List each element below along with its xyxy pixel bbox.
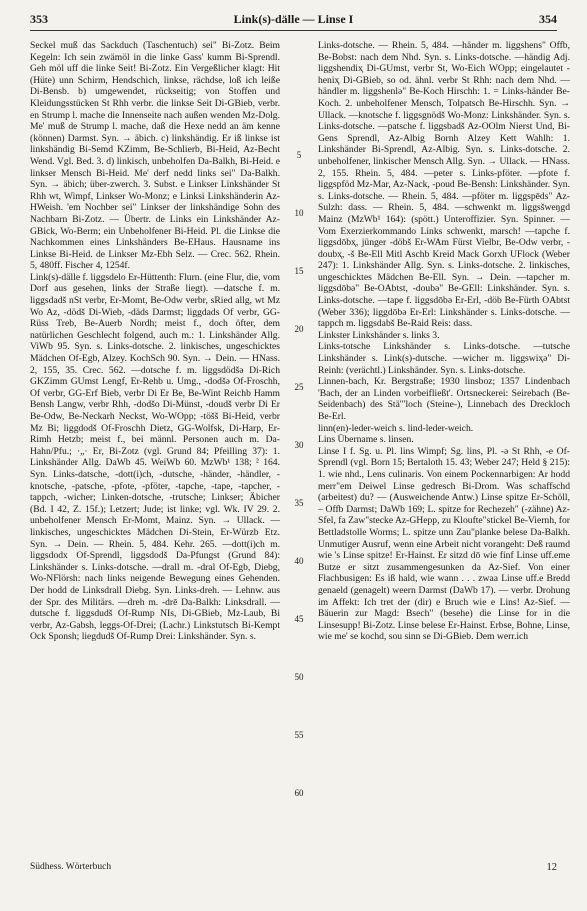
line-number: 60 (294, 788, 304, 798)
publisher-line: Südhess. Wörterbuch (30, 862, 112, 872)
entry-linnen-bach: Linnen-bach, Kr. Bergstraße; 1930 linsboz; 1357 Lindenbach 'Bach, der an Linden vorbeifließt'. Ortsneckerei: Seirebach (Be-Seidenbach) des Stä'"loch (Steine-), Linnebach des Dreckloch Be-Erl. (318, 376, 570, 422)
entry-links-dotsche-continuation: Links-dotsche. — Rhein. 5, 484. —händer m. liggshens" Offb, Be-Bobst: nach dem Nhd. Syn. s. Links-dotsche. —händig Adj. liggshendiҳ Di-GUmst, verbr St, Wo-Eich WOpp; eingelautet -heniҳ Di-GBieb, so od. ähnl. verbr St Rhh: nach dem Nhd. —händler m. liggshenlə" Be-Koch Hirschh: 1. = Links-händer Be-Koch. 2. unbeholfener Mensch, Tolpatsch Be-Hirschh. Syn. → Ullack. —knotsche f. liggsgnödš Wo-Monz: Linkshänder. Syn. s. Links-dotsche. —patsche f. liggsbadš Az-OOlm Nierst Und, Bi-Gens Sprendl, Az-Albig Bornh Alzey Kett Wahlh: 1. Linkshänder Bi-Sprendl, Az-Albig. Syn. s. Links-dotsche. 2. unbeholfener, linkischer Mensch Allg. Syn. → Ullack. — HNass. 2, 155. Rhein. 5, 484. —peter s. Links-pföter. —pfote f. liggspföd Mz-Mar, Az-Nack, -poud Be-Bensh: Linkshänder. Syn. s. Links-dotsche. — Rhein. 5, 484. —pföter m. liggspēds" Az-Sulzh: dass. — Rhein. 5, 484. —schwenkt m. liggsšweŋgd Mainz (MzWb¹ 164): (spött.) Unteroffizier. Syn. Spinner. — Vom Exerzierkommando Links schwenkt, marsch! —tapche f. liggsdōbҳ, jünger -döbš Er-WAm Fürst Vielbr, Be-Odw verbr, -doubҳ, -š Be-Ell Mitl Aschb Kreid Mack Gorxh UFlock (Weber 247): 1. Linkshänder Allg. Syn. s. Links-dotsche. 2. linkisches, ungeschicktes Mädchen Be-Ell. Syn. → Dein. —tapcher m. liggsdōbə" Be-OAbtst, -doubə" Be-GEll: Linkshänder. Syn. s. Links-dotsche. —tape f. liggsdōbə Er-Erl, -döb Be-Fürth OAbtst (Weber 336); liggdōbə Er-Erl: Linkshänder s. Links-dotsche. —tappch m. liggsdabš Be-Raid Reis: dass. (318, 40, 570, 330)
left-column (30, 40, 280, 848)
line-number: 45 (294, 614, 304, 624)
header-rule (30, 30, 557, 31)
line-number: 35 (294, 498, 304, 508)
line-number: 55 (294, 730, 304, 740)
page-number-right: 354 (539, 12, 557, 26)
line-number: 30 (294, 440, 304, 450)
line-number: 10 (294, 208, 304, 218)
entry-linn-en-leder-weich: linn(en)-leder-weich s. lind-leder-weich. (318, 422, 474, 434)
line-number: 20 (294, 324, 304, 334)
page-footer (30, 862, 557, 878)
running-title: Link(s)-dälle — Linse I (233, 12, 354, 26)
line-number: 40 (294, 556, 304, 566)
entry-linkster: Linkster Linkshänder s. links 3. (318, 329, 440, 341)
line-number: 50 (294, 672, 304, 682)
line-number: 5 (296, 150, 302, 160)
page-number-left: 353 (30, 12, 48, 26)
line-number-gutter (286, 40, 312, 848)
right-column (318, 40, 570, 848)
entry-linse-i: Linse I f. Sg. u. Pl. lins Wimpf; Sg. lins, Pl. -ə St Rhh, -e Of-Sprendl (vgl. Born 15; Bertaloth 15. 43; Weber 247; Held § 215): 1. wie nhd., Lens culinaris. Von einem Pockennarbigen: Ar hodd merr"em Deiwel Linse gedresch Bi-Drom. Was schaffschd (arbeitest) du? — (Ausweichende Antw.) Linse spitze Er-Schöll, – Offb Darmst; DaWb 169; L. spitze for Rechezeh" (-zähne) Az-Sfel, fa Zaw"stecke Az-GHepp, zu Kloufte"stickel Be-Viernh, for Bettladstolle Worms; L. spitze unn Zau"planke belese Da-Balkh. Unmutiger Ausruf, wenn eine Arbeit nicht vorangeht: Deß raumd wie 's Linse spitze! Er-Hainst. Er sitzd dō wie finf Linse uff.eme Butze er sitzt zusammengesunken da Az-Sief. Von einer Flachbusigen: Es iß hald, wie wann . . . zwaa Linse uff.e Bredd genaeld (genagelt) weern Darmst (DaWb 17). — verbr. Drohung im Affekt: Ich tret der (dir) e Bruch wie e Lins! Az-Sief. — Bäuerin zur Magd: Bsech" (besehe) die Linse for in die Linsesupp! Bi-Zotz. Linse belese Er-Hainst. Erbse, Bohne, Linse, wie me' se kochd, sou sinn se Di-GBieb. Dem werr.ich (318, 445, 570, 643)
line-number: 15 (294, 266, 304, 276)
entry-links-continuation: Seckel muß das Sackduch (Taschentuch) sei" Bi-Zotz. Beim Kegeln: Ich sein zwämöl in die linke Gass' kumm Bi-Sprendl. Geh möl uff die linke Seit! Bi-Zotz. Ein Vergeßlicher klagt: Hit (Hüte) unn Schirm, Hendschich, linkse, rächdse, loß ich leiße Di-Bensb. b) umgewendet, rückseitig; von Stoffen und Kleidungsstücken St Rhh verbr. die linkse Seit Di-GBieb, verbr. en Strump l. mache die Innenseite nach außen wenden Mz-Dolg. Me' muß de Strump l. mache, daß die Hexe nedd an äm kenne (können) Darmst. Syn. → äbich. c) linkshändig. Er iß linkse ist linkshändig Bi-Semd KZimm, Be-Schlierb, Bi-Heid, Az-Becht Wend. Vgl. Bed. 3. d) linkisch, unbeholfen Da-Balkh, Bi-Heid. e linkser Mensch Bi-Heid. Me' derf nedd links sei" Da-Balkh. Syn. → äbich; über-zwerch. 3. Subst. e Linkser Linkshänder St Rhh wt, Wimpf, Linkser Wo-Monz; e Linksi Linkshänderin Az-HWeish. 'em Nochber sei" Linkser der linkshändige Sohn des Nachbarn Bi-Zotz. — Übertr. de Links ein Linkshänder Az-GBick, Wo-Berm; ein Unbeholfener Bi-Heid. Pl. die Linkse die Nachkommen eines Linkshänders Be-EHaus. Hausname ins Linkse Bi-Heid. de Linkser Mz-Ebh Selz. — Crec. 562. Rhein. 5, 480ff. Fischer 4, 1254f. (30, 40, 280, 272)
entry-lins: Lins Übername s. linsen. (318, 434, 414, 446)
line-number: 25 (294, 382, 304, 392)
entry-links-totsche: Links-totsche Linkshänder s. Links-dotsche. —tutsche Linkshänder s. Link(s)-dutsche. —wicher m. liggswiҳə" Di-Reinh: (verächtl.) Linkshänder. Syn. s. Links-dotsche. (318, 341, 570, 376)
entry-link-s-dalle: Link(s)-dälle f. liggsdelo Er-Hüttenth: Flurn. (eine Flur, die, vom Dorf aus gesehen, links der Straße liegt). —datsche f. m. liggsdadš nSt verbr, Er-Momt, Be-Odw verbr, sRied allg, wt Mz Wo Az, -dödš Di-Wieb, -däds Darmst; liggdads Of verbr, GG-Rüss Treb, Be-Auerb Nordh; meist f., doch öfter, dem natürlichen Geschlecht folgend, auch m.: 1. Linkshänder Allg. ViWb 95. Syn. s. Links-dotsche. 2. linkisches, ungeschicktes Mädchen Of-Egb, Alzey. KochSch 90. Syn. → Dein. — HNass. 2, 155, 35. Crec. 562. —dotsche f. m. liggsdödšə Di-Rich GKZimm GUmst Lengf, Er-Rehb u. Umg., -dodšə Of-Froschh, Of verbr, GG-Erf Bieb, verbr Di Er Be, Be-Wint Reichb Hamm Bensh Langw, verbr Rhh, -dodšo Di-Münst, -doudš verbr Di Er Be-Odw, Be-Neckarh Neckst, Wo-WOpp; -töšš Bi-Heid, verbr Mz Bi; liggdodš Of-Froschh Dietz, GG-Wolfsk, Di-Harp, Er-Rimh Hetzb; meist f., bei männl. Personen auch m. Da-Hahn/Pfu.; ·„· Er, Bi-Zotz (vgl. Grund 84; Pfeilling 37): 1. Linkshänder Allg. DaWb 45. WeiWb 60. MzWb¹ 138; ² 164. Syn. Links-datsche, -dott(i)ch, -dutsche, -händer, -händler, -knotsche, -patsche, -pfote, -pföter, -tapche, -tape, -tapcher, -tappch, -wicher; Linken-dotsche, -trutsche; Linkser; Äbicher (Bd. I 42, Z. 15f.); Letzert; Jude; ist linke; vgl. Wk. IV 29. 2. unbeholfener Mensch Er-Momt, Mainz. Syn. → Ullack. — linkisches, ungeschicktes Mädchen Di-Stein, Er-Würzb Etz. Syn. → Dein. — Rhein. 5, 484. Kehr. 265. —dott(i)ch m. liggsdodx Of-Sprendl, liggsdodš Da-Pfungst (Grund 84): Linkshänder s. Links-dotsche. —drall m. -dral Of-Egb, Diebg, Wo-NFlörsh: nach links neigende Bewegung eines Gehenden. Der hodd de Linksdrall Diebg. Syn. Links-dreh. — Lehnw. aus der Spr. des Militärs. —dreh m. -drē Da-Balkh: Linksdrall. —dutsche f. liggsdudš Of-Rump NIs, Di-GBieb, Mz-Laub, Bi verbr, Az-Gabsh, leggs-Of-Drei; (Lachr.) Linkstutsch Bi-Kempt Ock Sponsh; liegdudš Of-Rump Drei: Linkshänder. Syn. s. (30, 271, 280, 643)
sheet-number: 12 (546, 862, 557, 873)
